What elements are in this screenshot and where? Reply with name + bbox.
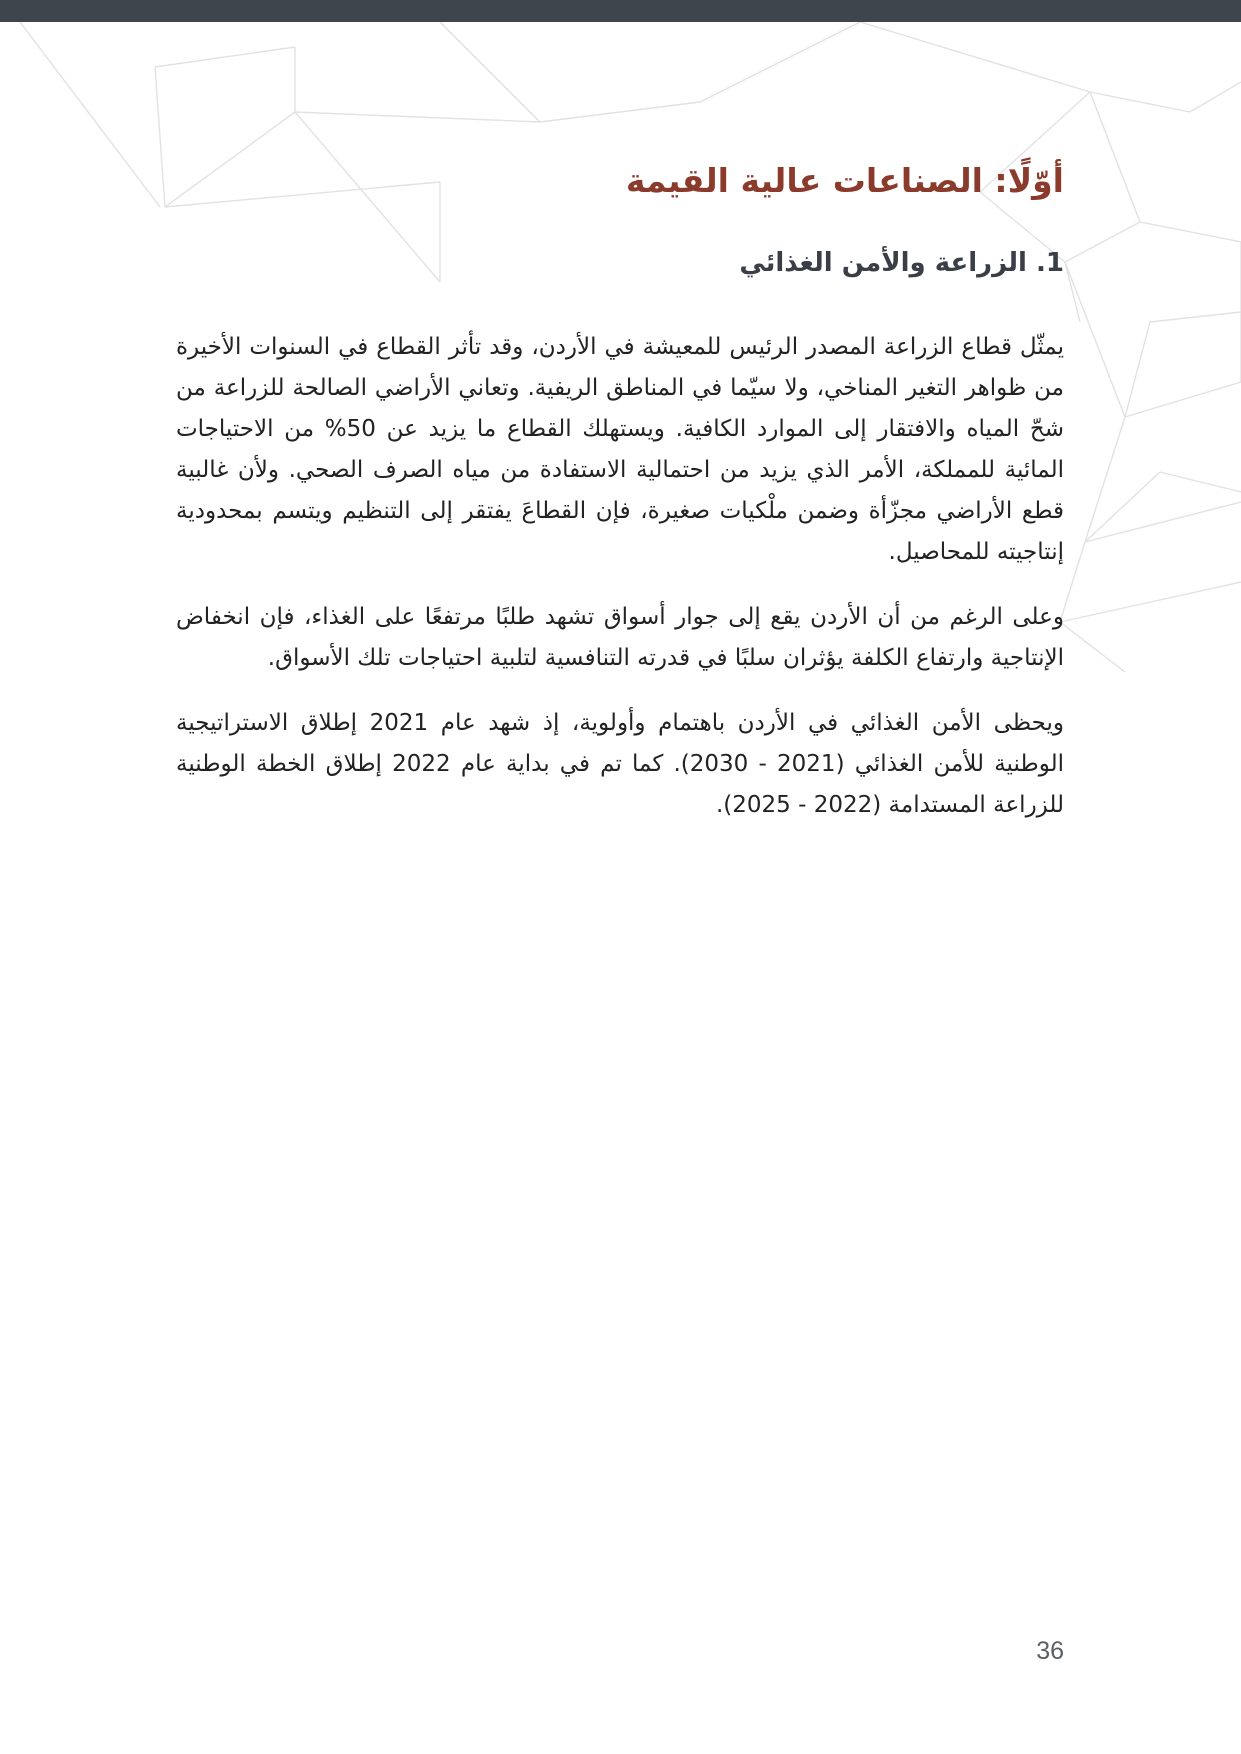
body-paragraph-2: وعلى الرغم من أن الأردن يقع إلى جوار أسواق تشهد طلبًا مرتفعًا على الغذاء، فإن انخفاض الإنتاجية وارتفاع الكلفة يؤثران سلبًا في قدرته التنافسية لتلبية احتياجات تلك الأسواق. [176,603,1064,671]
body-paragraph-1: يمثّل قطاع الزراعة المصدر الرئيس للمعيشة في الأردن، وقد تأثر القطاع في السنوات الأخيرة من ظواهر التغير المناخي، ولا سيّما في المناطق الريفية. وتعاني الأراضي الصالحة للزراعة من شحّ المياه والافتقار إلى الموارد الكافية. ويستهلك القطاع ما يزيد عن 50% من الاحتياجات المائية للمملكة، الأمر الذي يزيد من احتمالية الاستفادة من مياه الصرف الصحي. ولأن غالبية قطع الأراضي مجزّأة وضمن ملْكيات صغيرة، فإن القطاعَ يفتقر إلى التنظيم ويتسم بمحدودية إنتاجيته للمحاصيل. [176,333,1064,565]
top-bar [0,0,1241,22]
section-title: أوّلًا: الصناعات عالية القيمة [625,161,1064,200]
page-number: 36 [1036,1637,1064,1665]
subsection-title: 1. الزراعة والأمن الغذائي [739,247,1064,278]
body-paragraph-3: ويحظى الأمن الغذائي في الأردن باهتمام وأولوية، إذ شهد عام 2021 إطلاق الاستراتيجية الوطنية للأمن الغذائي (2021 - 2030). كما تم في بداية عام 2022 إطلاق الخطة الوطنية للزراعة المستدامة (2022 - 2025). [176,709,1064,818]
content-area [176,160,1064,850]
